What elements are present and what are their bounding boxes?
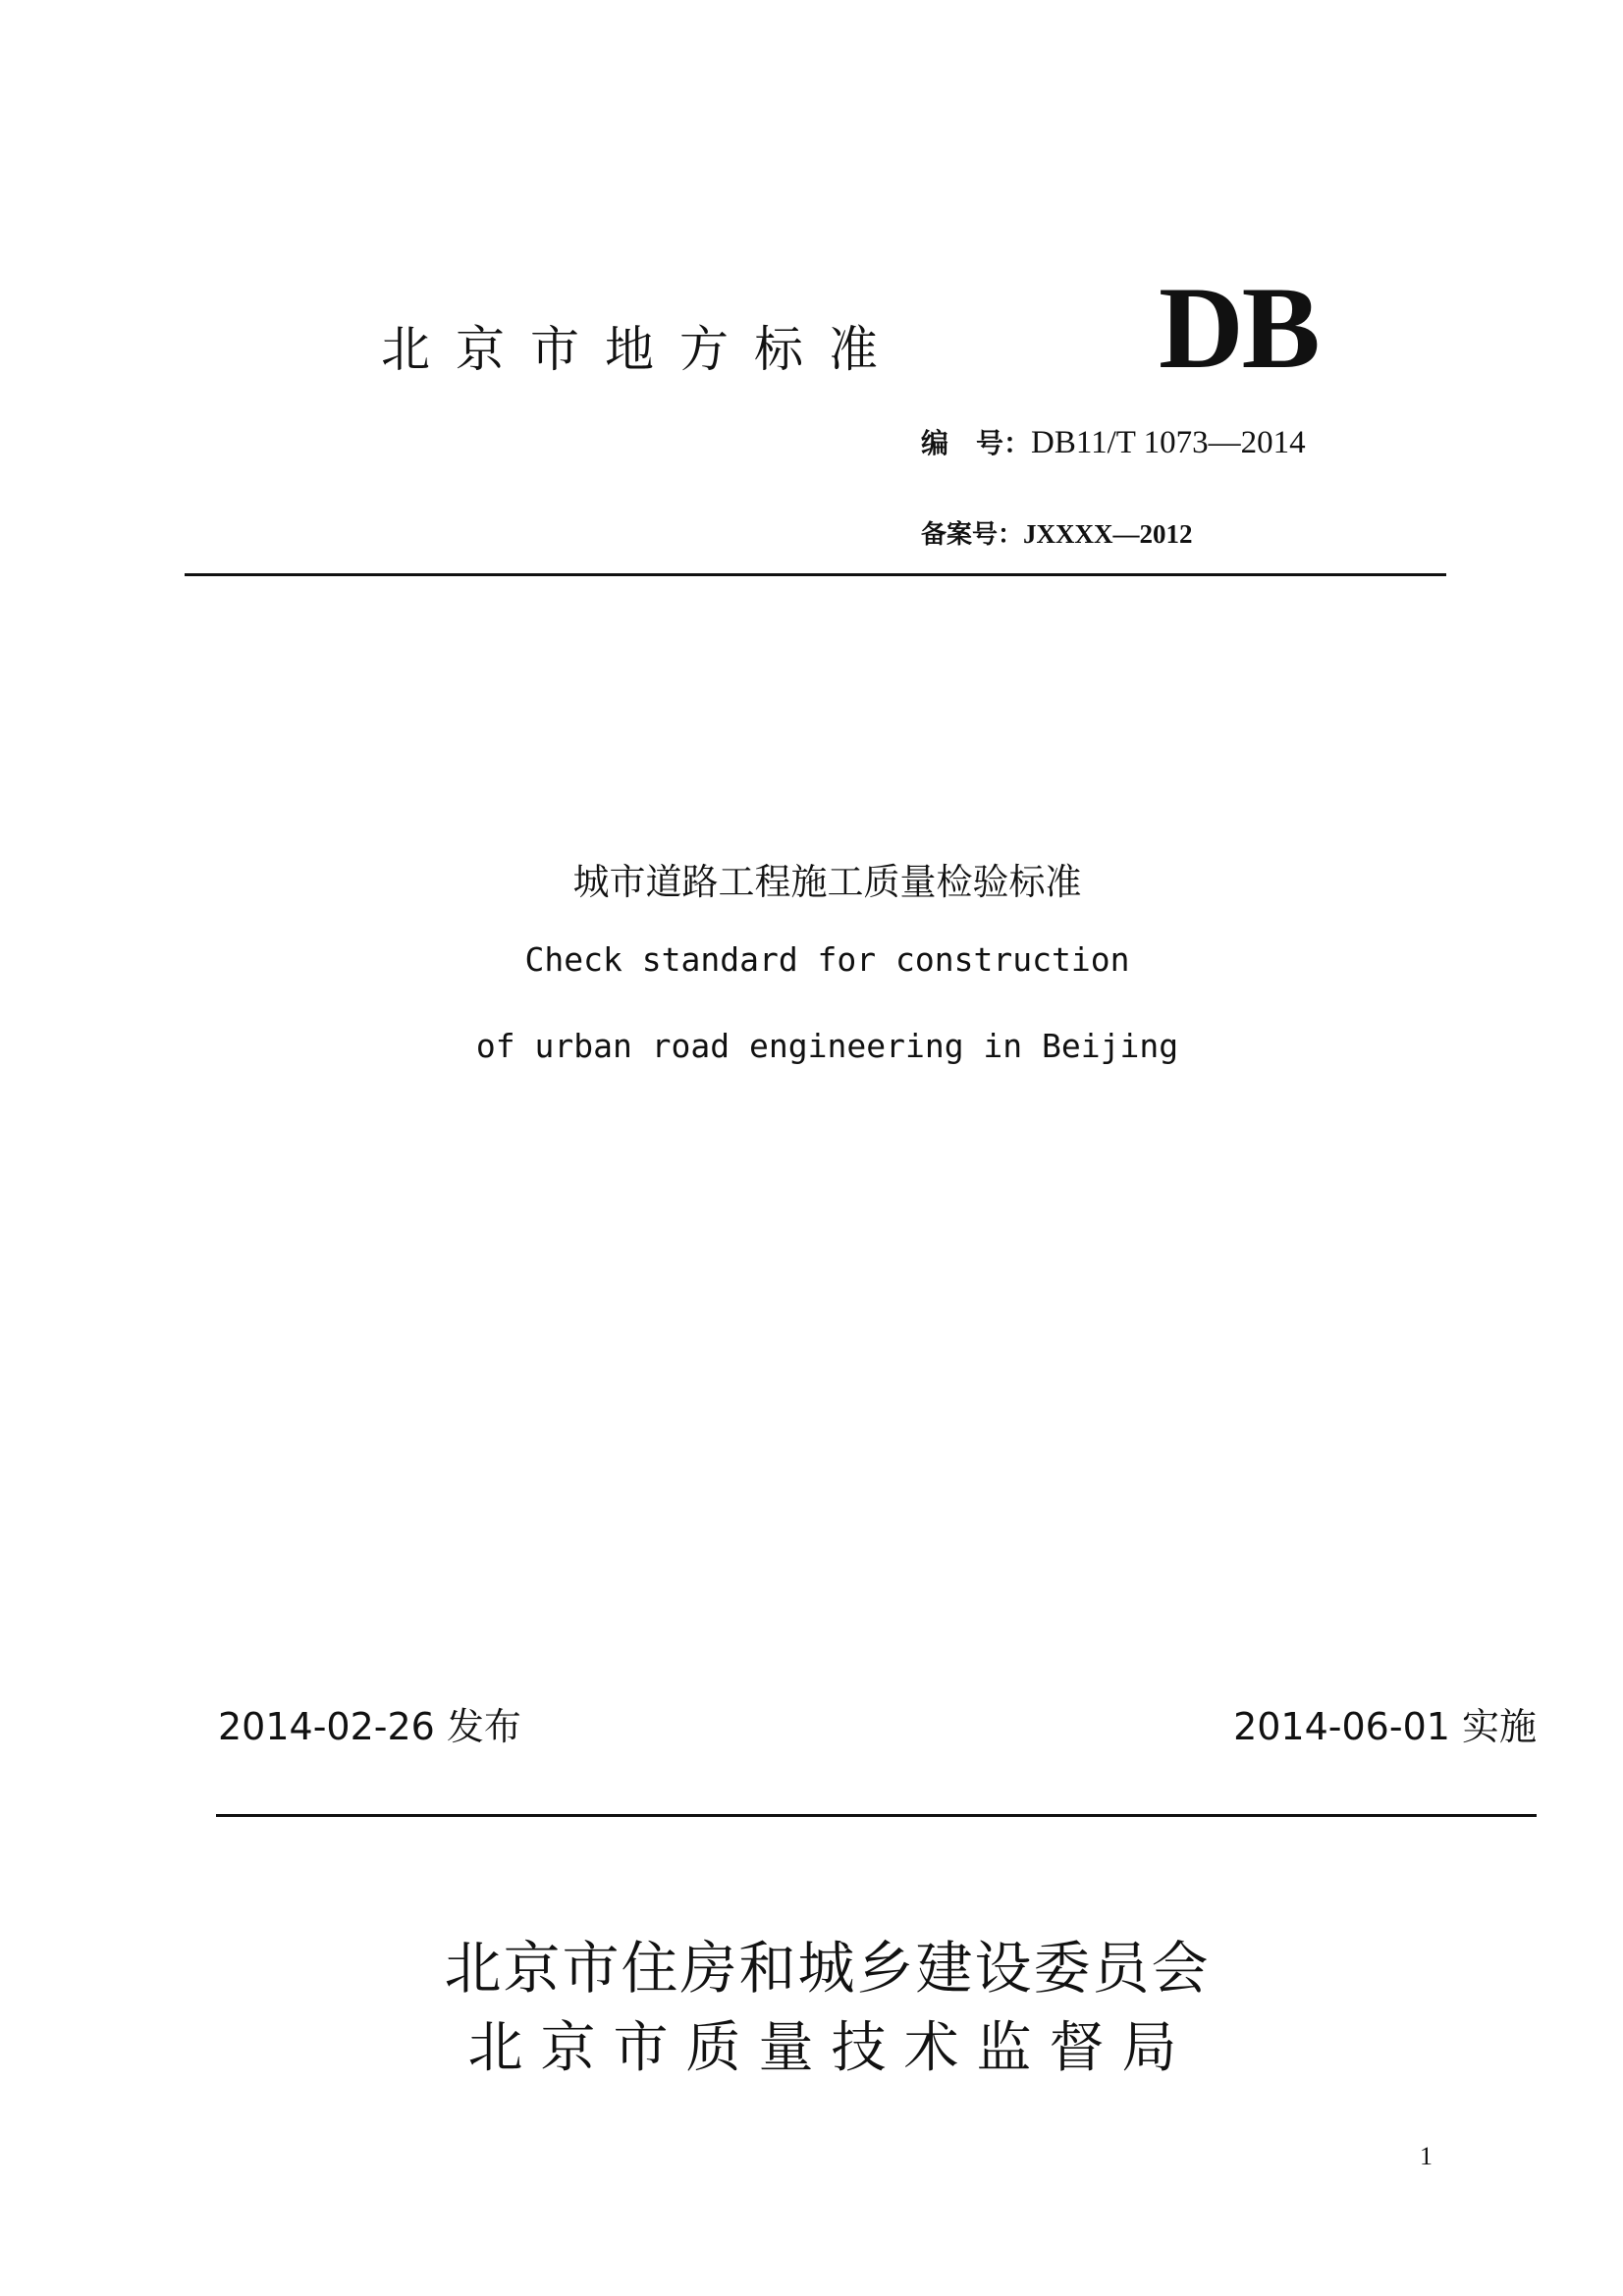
publish-date: 2014-02-26 发布 [218,1705,521,1748]
standard-code [921,422,1306,461]
top-divider [185,573,1446,576]
page-number: 1 [1420,2142,1433,2170]
record-number-label: 备案号： [921,520,1024,550]
bottom-divider [216,1814,1537,1817]
standard-code-value: DB11/T 1073—2014 [1031,425,1306,460]
title-english-line1: Check standard for construction [524,940,1130,979]
record-number-value: JXXXX—2012 [1023,519,1193,549]
standard-code-label: 编 号： [921,427,1032,459]
title-english-line2: of urban road engineering in Beijing [475,1027,1179,1065]
db-mark: DB [1159,262,1319,393]
implement-date: 2014-06-01 实施 [1233,1705,1537,1748]
record-number [921,514,1193,551]
issuer-line2: 北京市质量技术监督局 [467,2016,1195,2080]
title-chinese: 城市道路工程施工质量检验标准 [572,861,1082,903]
standard-type: 北京市地方标准 [381,321,903,378]
issuer-line1: 北京市住房和城乡建设委员会 [444,1935,1211,2002]
